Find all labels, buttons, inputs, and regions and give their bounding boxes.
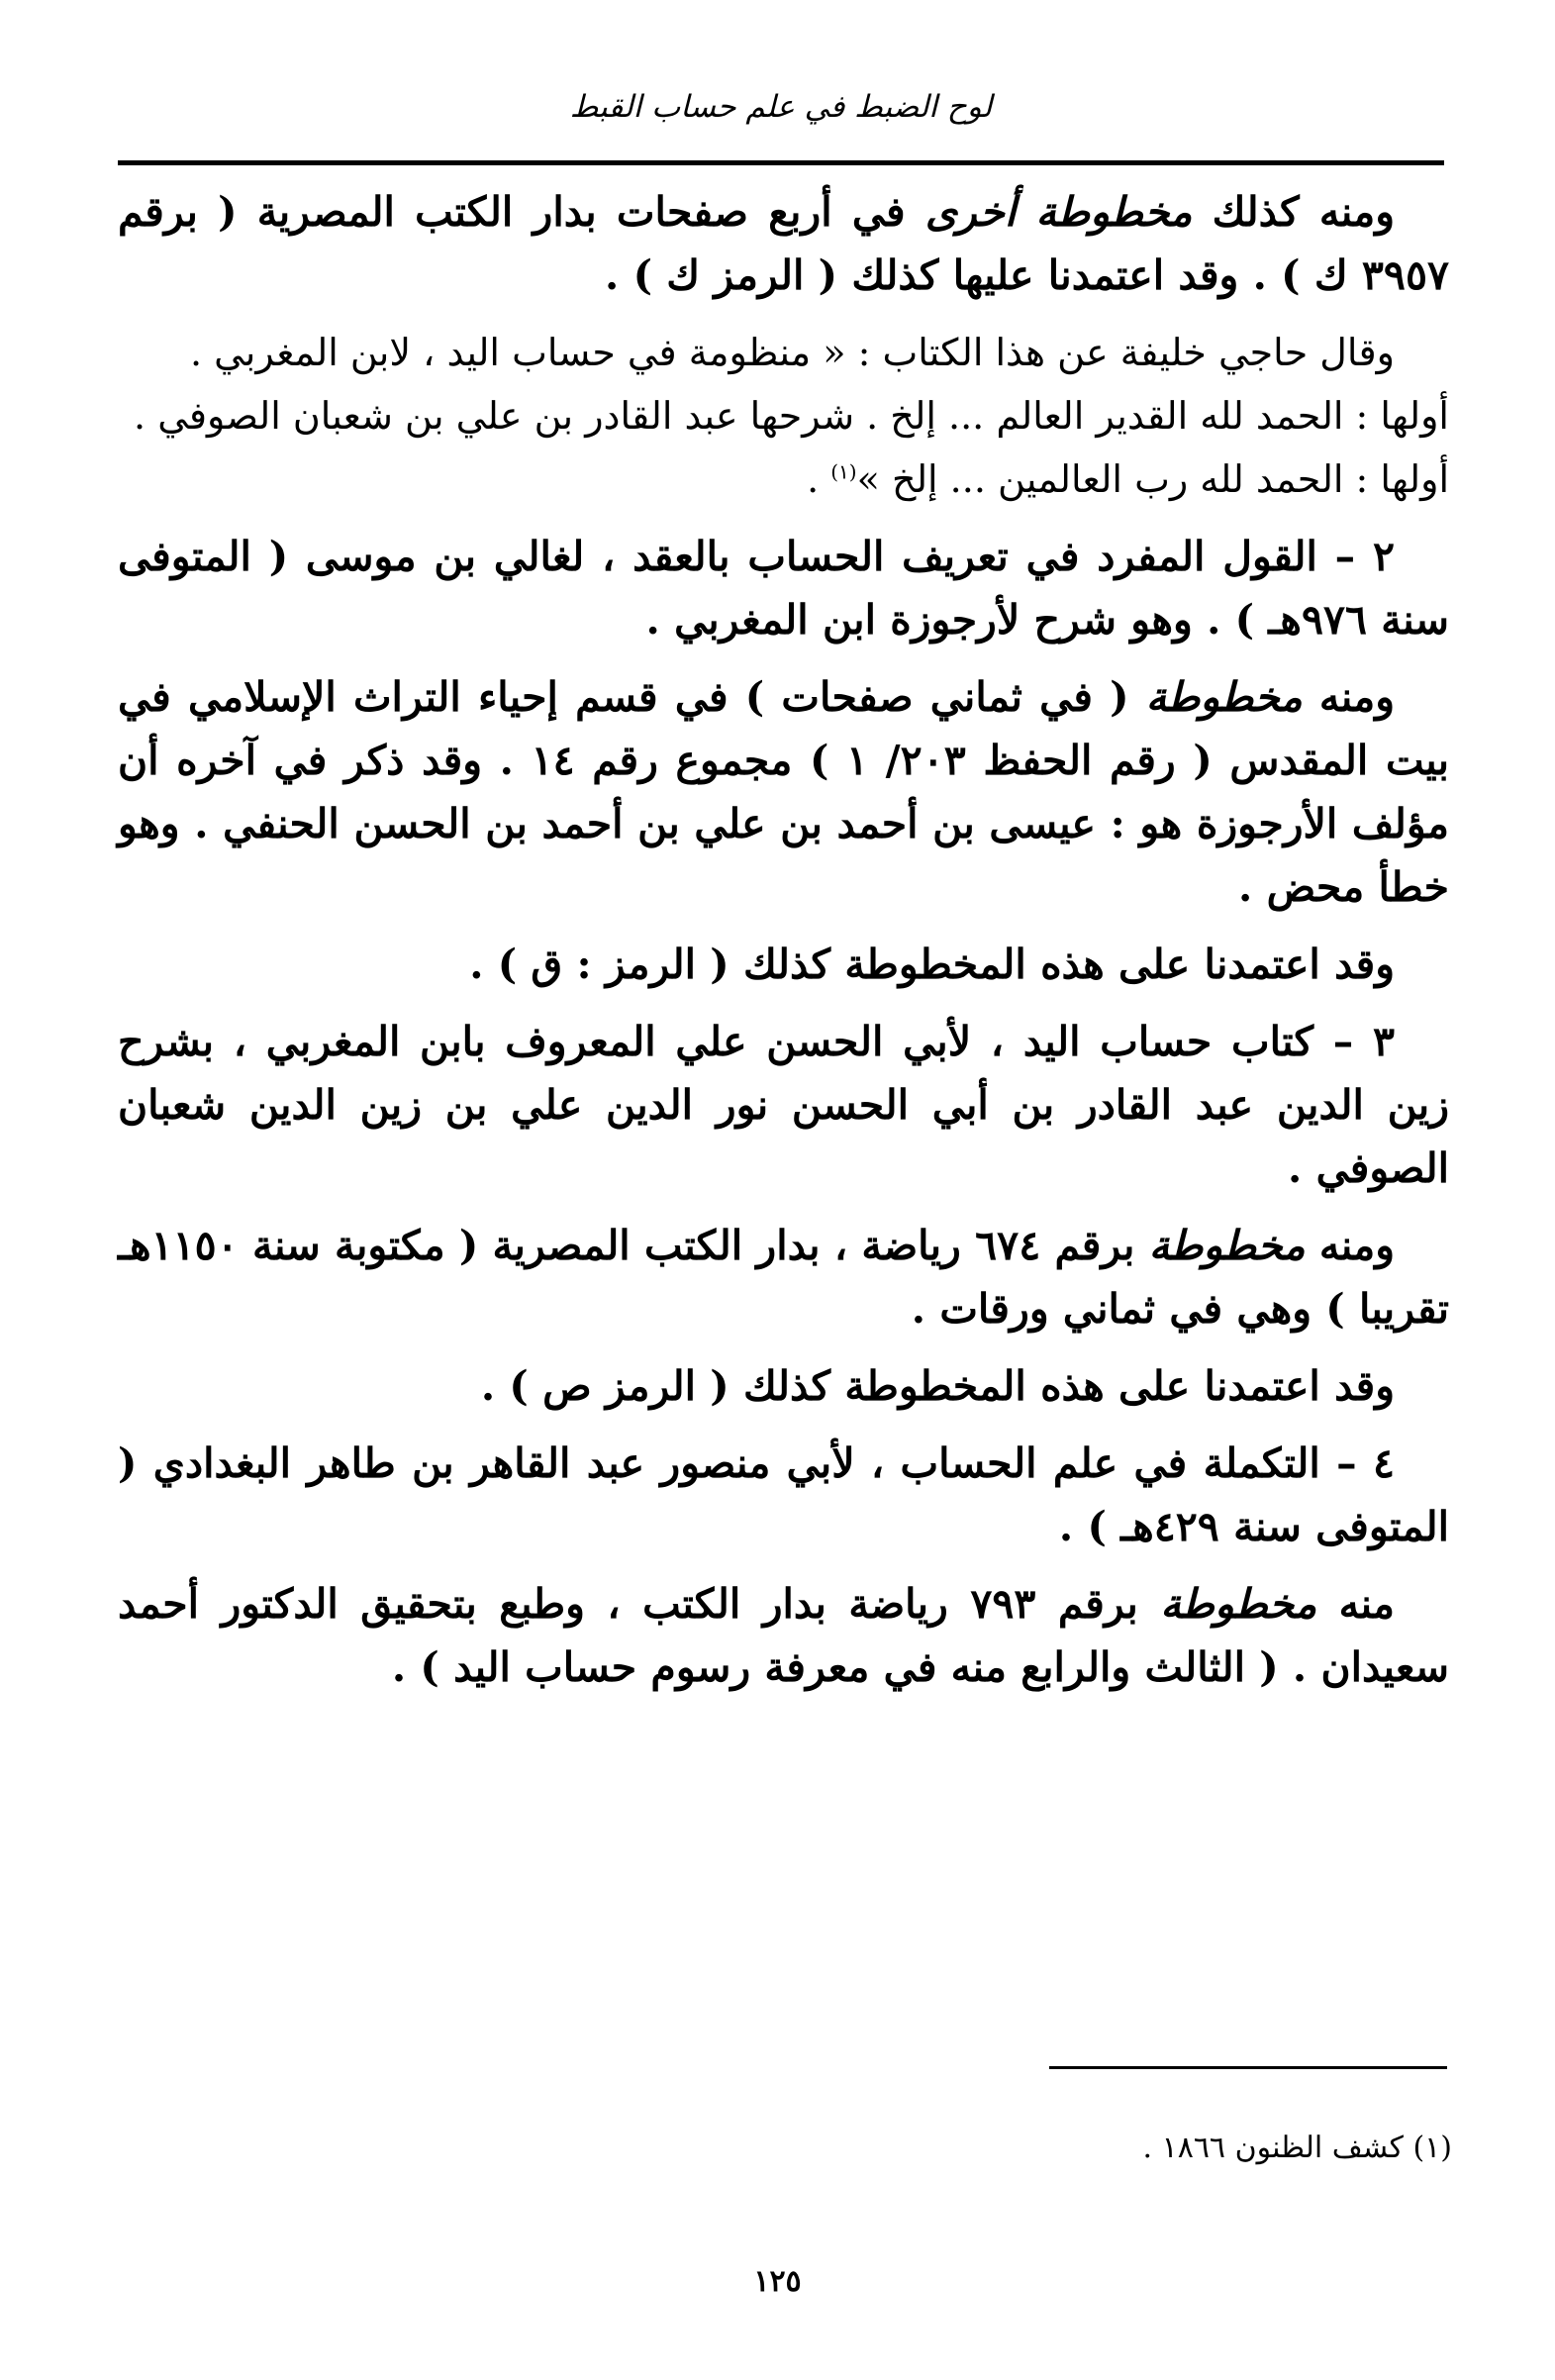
paragraph-lead: ومنه <box>1302 673 1395 721</box>
paragraph-manuscript-q <box>118 665 1449 919</box>
paragraph-text: ( في ثماني صفحات ) في قسم إحياء التراث الإسلامي في بيت المقدس ( رقم الحفظ ٢٠٣/ ١ ) مجموع رقم ١٤ . وقد ذكر في آخره أن مؤلف الأرجوزة هو : عيسى بن أحمد بن علي بن أحمد بن الحسن الحنفي . وهو خطأ محض . <box>118 673 1449 911</box>
paragraph-haji-khalifa-quote <box>118 321 1449 511</box>
paragraph-text: برقم ٦٧٤ رياضة ، بدار الكتب المصرية ( مكتوبة سنة ١١٥٠هـ تقريبا ) وهي في ثماني ورقات . <box>118 1222 1449 1333</box>
quote-line-1: وقال حاجي خليفة عن هذا الكتاب : « منظومة في حساب اليد ، لابن المغربي . <box>189 331 1395 374</box>
entry-text: ، لأبي منصور عبد القاهر بن طاهر البغدادي ( المتوفى سنة ٤٢٩هـ ) . <box>118 1439 1449 1550</box>
paragraph-manuscript-k <box>118 180 1449 307</box>
entry-number: ٤ – <box>1319 1439 1395 1487</box>
entry-title: التكملة في علم الحساب <box>900 1439 1320 1487</box>
entry-3-kitab-hisab-al-yad <box>118 1010 1449 1200</box>
quote-line-3: أولها : الحمد لله رب العالمين ... إلخ » <box>856 457 1449 501</box>
body-text <box>118 180 1449 1713</box>
emphasis-manuscript: مخطوطة <box>1148 1222 1306 1269</box>
paragraph-symbol-s <box>118 1354 1449 1418</box>
paragraph-manuscript-793 <box>118 1572 1449 1699</box>
paragraph-lead: ومنه كذلك <box>1192 188 1396 236</box>
paragraph-text: برقم ٧٩٣ رياضة بدار الكتب ، وطبع بتحقيق الدكتور أحمد سعيدان . ( الثالث والرابع منه في معرفة رسوم حساب اليد ) . <box>118 1580 1449 1691</box>
footnote-ref-1[interactable]: (١) <box>830 459 857 484</box>
entry-number: ٢ – <box>1316 533 1395 580</box>
footnote-1 <box>1143 2129 1452 2168</box>
paragraph-text: في أربع صفحات بدار الكتب المصرية ( برقم ٣٩٥٧ ك ) . وقد اعتمدنا عليها كذلك ( الرمز ك ) . <box>118 188 1449 299</box>
footnote-text: كشف الظنون ١٨٦٦ . <box>1142 2131 1404 2165</box>
footnote-marker: (١) <box>1412 2131 1452 2165</box>
entry-number: ٣ – <box>1312 1018 1395 1065</box>
entry-4-al-takmila <box>118 1432 1449 1558</box>
header-rule <box>118 160 1444 165</box>
emphasis-manuscript: مخطوطة <box>1160 1580 1317 1628</box>
footnote-separator <box>1049 2066 1447 2069</box>
entry-text: ، لغالي بن موسى ( المتوفى سنة ٩٧٦هـ ) . وهو شرح لأرجوزة ابن المغربي . <box>118 533 1449 644</box>
paragraph-text: وقد اعتمدنا على هذه المخطوطة كذلك ( الرمز : ق ) . <box>469 941 1395 988</box>
running-head: لوح الضبط في علم حساب القبط <box>569 89 993 125</box>
quote-line-2: أولها : الحمد لله القدير العالم ... إلخ . شرحها عبد القادر بن علي بن شعبان الصوفي . <box>134 394 1449 438</box>
paragraph-lead: منه <box>1316 1580 1395 1628</box>
paragraph-manuscript-s <box>118 1214 1449 1340</box>
paragraph-text: وقد اعتمدنا على هذه المخطوطة كذلك ( الرمز ص ) . <box>480 1362 1395 1410</box>
paragraph-lead: ومنه <box>1305 1222 1395 1269</box>
quote-tail: . <box>807 457 831 501</box>
entry-title: القول المفرد في تعريف الحساب بالعقد <box>632 533 1317 580</box>
emphasis-manuscript: مخطوطة أخرى <box>924 188 1193 236</box>
entry-2-al-qawl-al-mufrad <box>118 525 1449 651</box>
page-number: ١٢٥ <box>753 2264 802 2299</box>
entry-text: ، لأبي الحسن علي المعروف بابن المغربي ، بشرح زين الدين عبد القادر بن أبي الحسن نور الدين علي بن زين الدين شعبان الصوفي . <box>118 1018 1449 1192</box>
emphasis-manuscript: مخطوطة <box>1145 673 1303 721</box>
paragraph-symbol-q <box>118 933 1449 996</box>
entry-title: كتاب حساب اليد <box>1022 1018 1313 1065</box>
